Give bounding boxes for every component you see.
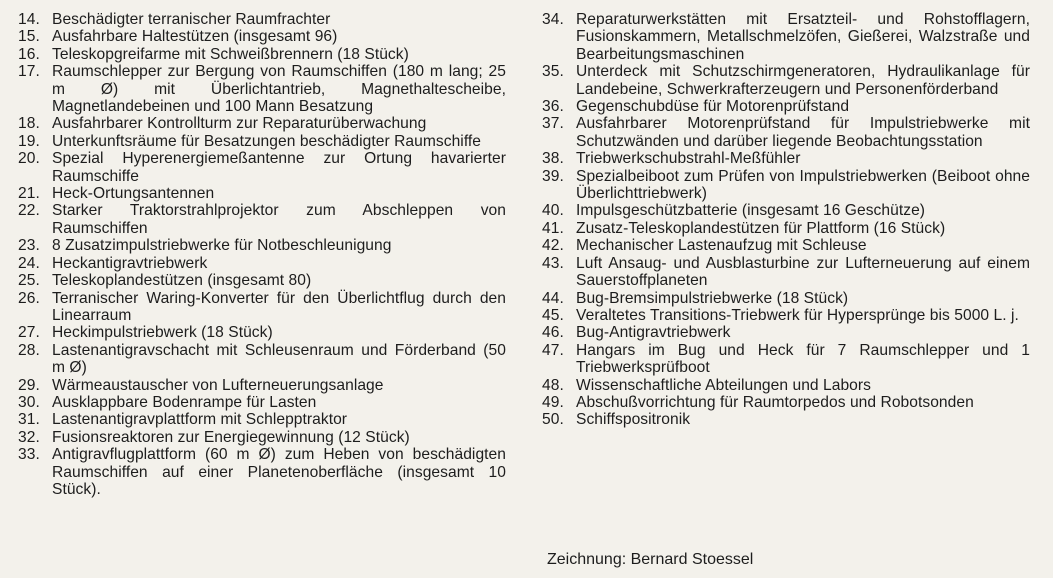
list-item (542, 237, 1030, 254)
item-text: Spezialbeiboot zum Prüfen von Impulstriebwerken (Beiboot ohne Überlichttriebwerk) (576, 167, 1030, 203)
list-item (18, 46, 506, 63)
item-text: Heckimpulstriebwerk (18 Stück) (52, 324, 273, 342)
item-text: Ausfahrbare Haltestützen (insgesamt 96) (52, 28, 338, 46)
item-text: Spezial Hyperenergiemeßantenne zur Ortung havarierter Raumschiffe (52, 150, 506, 185)
item-text: Unterkunftsräume für Besatzungen beschädigter Raumschiffe (52, 132, 482, 150)
item-number: 40. (542, 202, 564, 220)
item-number: 50. (542, 411, 564, 429)
list-item (542, 324, 1030, 341)
list-item (542, 255, 1030, 290)
item-number: 23. (18, 237, 40, 255)
item-text: Wissenschaftliche Abteilungen und Labors (576, 376, 871, 394)
item-text: Lastenantigravplattform mit Schlepptraktor (52, 411, 348, 429)
item-number: 47. (542, 341, 564, 359)
item-number: 20. (18, 150, 40, 168)
list-item (18, 11, 506, 28)
list-item (542, 168, 1030, 203)
item-number: 49. (542, 393, 564, 411)
list-item (18, 63, 506, 115)
list-item (18, 150, 506, 185)
list-item (18, 394, 506, 411)
item-number: 36. (542, 98, 564, 116)
list-item (18, 290, 506, 325)
item-text: Raumschlepper zur Bergung von Raumschiffen (180 m lang; 25 m Ø) mit Überlichtantrieb, Magnethaltescheibe, Magnetlandebeinen und 100 Mann Besatzung (52, 63, 506, 116)
item-text: Reparaturwerkstätten mit Ersatzteil- und Rohstofflagern, Fusionskammern, Metallschmelzöfen, Gießerei, Walzstraße und Bearbeitungsmaschinen (576, 11, 1030, 63)
list-item (542, 220, 1030, 237)
item-text: Gegenschubdüse für Motorenprüfstand (576, 98, 850, 116)
list-item (18, 115, 506, 132)
list-item (18, 324, 506, 341)
item-text: Triebwerkschubstrahl-Meßfühler (576, 150, 801, 168)
item-text: Terranischer Waring-Konverter für den Überlichtflug durch den Linearraum (52, 289, 506, 324)
list-item (542, 394, 1030, 411)
list-item (18, 429, 506, 446)
item-number: 31. (18, 411, 40, 429)
item-number: 16. (18, 45, 40, 63)
list-item (18, 411, 506, 428)
item-number: 32. (18, 428, 40, 446)
item-text: Ausfahrbarer Motorenprüfstand für Impulstriebwerke mit Schutzwänden und darüber liegende Beobachtungsstation (576, 115, 1030, 150)
item-number: 48. (542, 376, 564, 394)
item-number: 18. (18, 115, 40, 133)
list-item (18, 446, 506, 498)
item-text: 8 Zusatzimpulstriebwerke für Notbeschleunigung (52, 237, 392, 255)
list-item (542, 63, 1030, 98)
item-text: Teleskopgreifarme mit Schweißbrennern (18 Stück) (52, 45, 409, 63)
list-item (18, 202, 506, 237)
list-item (542, 98, 1030, 115)
item-text: Starker Traktorstrahlprojektor zum Abschleppen von Raumschiffen (52, 202, 506, 237)
legend-left-column (18, 11, 506, 498)
illustration-credit: Zeichnung: Bernard Stoessel (547, 551, 754, 568)
item-text: Teleskoplandestützen (insgesamt 80) (52, 272, 312, 290)
item-text: Impulsgeschützbatterie (insgesamt 16 Geschütze) (576, 202, 926, 220)
item-text: Beschädigter terranischer Raumfrachter (52, 11, 331, 28)
list-item (542, 342, 1030, 377)
item-number: 39. (542, 167, 564, 185)
item-number: 27. (18, 324, 40, 342)
item-text: Zusatz-Teleskoplandestützen für Plattform (16 Stück) (576, 219, 946, 237)
item-number: 17. (18, 63, 40, 81)
item-text: Hangars im Bug und Heck für 7 Raumschlepper und 1 Triebwerksprüfboot (576, 341, 1030, 377)
item-number: 45. (542, 306, 564, 324)
item-text: Luft Ansaug- und Ausblasturbine zur Lufterneuerung auf einem Sauerstoffplaneten (576, 254, 1030, 290)
item-number: 24. (18, 254, 40, 272)
list-item (18, 342, 506, 377)
item-number: 43. (542, 254, 564, 272)
item-text: Bug-Antigravtriebwerk (576, 324, 731, 342)
list-item (542, 202, 1030, 219)
list-item (542, 115, 1030, 150)
list-item (18, 377, 506, 394)
item-text: Ausfahrbarer Kontrollturm zur Reparaturüberwachung (52, 115, 427, 133)
list-item (542, 290, 1030, 307)
item-text: Heck-Ortungsantennen (52, 185, 215, 203)
item-text: Unterdeck mit Schutzschirmgeneratoren, Hydraulikanlage für Landebeine, Schwerkrafterzeugern und Personenförderband (576, 63, 1030, 98)
item-text: Antigravflugplattform (60 m Ø) zum Heben von beschädigten Raumschiffen auf einer Planetenoberfläche (insgesamt 10 Stück). (52, 446, 506, 498)
item-number: 37. (542, 115, 564, 133)
item-number: 19. (18, 132, 40, 150)
item-text: Veraltetes Transitions-Triebwerk für Hypersprünge bis 5000 L. j. (576, 306, 1019, 324)
item-number: 41. (542, 219, 564, 237)
item-text: Lastenantigravschacht mit Schleusenraum und Förderband (50 m Ø) (52, 341, 506, 377)
item-number: 46. (542, 324, 564, 342)
list-item (18, 28, 506, 45)
list-item (542, 11, 1030, 63)
item-number: 38. (542, 150, 564, 168)
list-item (542, 411, 1030, 428)
list-item (18, 185, 506, 202)
item-text: Bug-Bremsimpulstriebwerke (18 Stück) (576, 289, 849, 307)
item-number: 42. (542, 237, 564, 255)
legend-right-column (542, 11, 1030, 429)
item-number: 25. (18, 272, 40, 290)
item-text: Ausklappbare Bodenrampe für Lasten (52, 393, 317, 411)
list-item (18, 255, 506, 272)
item-text: Schiffspositronik (576, 411, 691, 429)
list-item (18, 237, 506, 254)
item-number: 21. (18, 185, 40, 203)
item-number: 30. (18, 393, 40, 411)
item-text: Wärmeaustauscher von Lufterneuerungsanlage (52, 376, 384, 394)
item-text: Mechanischer Lastenaufzug mit Schleuse (576, 237, 867, 255)
list-item (542, 377, 1030, 394)
item-number: 22. (18, 202, 40, 220)
list-item (18, 272, 506, 289)
item-number: 44. (542, 289, 564, 307)
item-text: Fusionsreaktoren zur Energiegewinnung (12 Stück) (52, 428, 410, 446)
item-number: 35. (542, 63, 564, 81)
item-number: 29. (18, 376, 40, 394)
item-number: 34. (542, 11, 564, 28)
item-number: 33. (18, 446, 40, 464)
item-number: 26. (18, 289, 40, 307)
item-text: Abschußvorrichtung für Raumtorpedos und Robotsonden (576, 393, 974, 411)
list-item (542, 307, 1030, 324)
item-number: 14. (18, 11, 40, 28)
item-text: Heckantigravtriebwerk (52, 254, 208, 272)
list-item (542, 150, 1030, 167)
item-number: 15. (18, 28, 40, 46)
item-number: 28. (18, 341, 40, 359)
list-item (18, 133, 506, 150)
